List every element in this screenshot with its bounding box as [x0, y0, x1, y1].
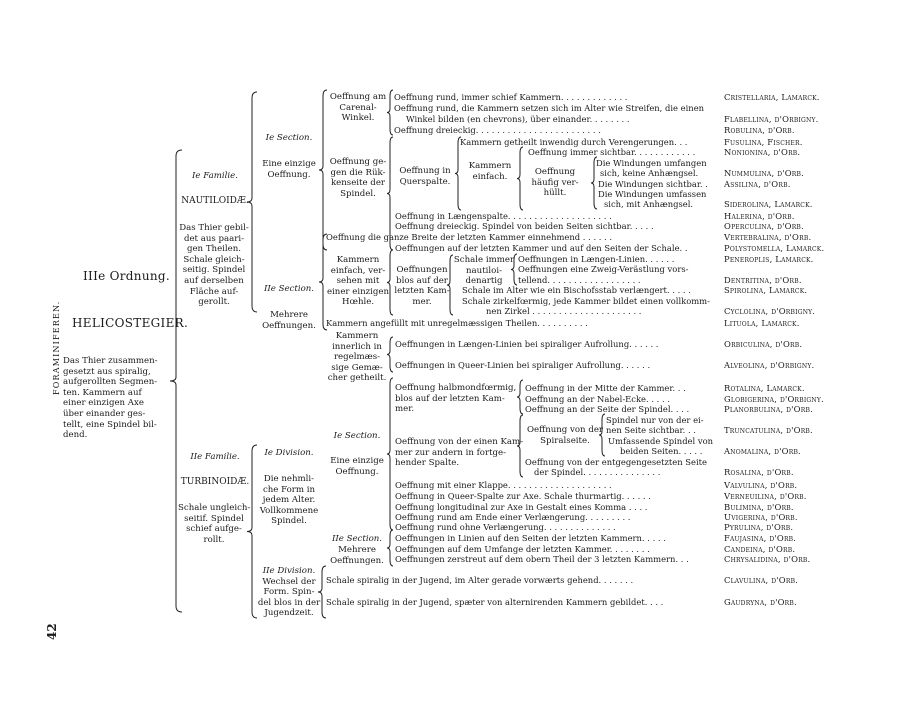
genus-name: Faujasina, d'Orb.: [724, 533, 797, 543]
text-line: Das Thier gebil-: [179, 223, 249, 233]
genus-name: Candeina, d'Orb.: [724, 544, 796, 554]
entry-description: Oeffnung rund am Ende einer Verlængerung. . . . . . . . .: [395, 512, 631, 522]
text-line: blos auf der: [396, 275, 448, 286]
entry-description: Schale zirkelfœrmig, jede Kammer bildet einen vollkomm-: [462, 296, 710, 306]
genus-name: Alveolina, d'Orbigny.: [724, 360, 815, 370]
text-line: Oeffnung.: [335, 466, 379, 477]
text-line: Schale immer: [453, 255, 515, 265]
text-line: nautiloi-: [466, 265, 502, 276]
entry-description: nen Seite sichtbar. . .: [606, 425, 696, 435]
text-line: Eine einzige: [262, 159, 316, 169]
text-line: einer einzigen Axe: [63, 398, 144, 409]
entry-description: Oeffnung dreieckig. . . . . . . . . . . . . . . . . . . . . . . .: [394, 125, 601, 135]
genus-name: Vertebralina, d'Orb.: [724, 232, 812, 242]
genus-name: Lituola, Lamarck.: [724, 318, 800, 328]
text-line: Jugendzeit.: [264, 608, 314, 618]
entry-description: Oeffnungen in Linien auf den Seiten der letzten Kammern. . . . .: [395, 533, 666, 543]
entry-description: Oeffnungen in Længen-Linien bei spiraliger Aufrollung. . . . . .: [395, 339, 659, 349]
text-line: Schale gleich-: [183, 254, 245, 265]
text-line: Oeffnung: [534, 167, 576, 177]
text-line: tellt, eine Spindel bil-: [63, 419, 157, 430]
t-section2-label: IIe Section.: [331, 534, 383, 544]
entry-description: sich, keine Anhængsel.: [600, 168, 699, 178]
text-line: ten. Kammern auf: [63, 387, 142, 398]
text-line: gen Theilen.: [186, 244, 242, 255]
entry-description: sich, mit Anhængsel.: [604, 199, 694, 209]
genus-name: Halerina, d'Orb.: [724, 211, 795, 221]
entry-description: Oeffnungen auf dem Umfange der letzten Kammer. . . . . . . .: [395, 544, 650, 554]
text-line: jedem Alter.: [262, 495, 316, 505]
text-line: über einander ges-: [63, 409, 146, 419]
text-line: del blos in der: [257, 597, 321, 608]
entry-description: Oeffnung rund, die Kammern setzen sich im Alter wie Streifen, die einen: [394, 103, 705, 113]
n-section1-label: Ie Section.: [265, 133, 313, 143]
text-line: det aus paari-: [183, 233, 245, 244]
text-line: Hœhle.: [341, 297, 375, 307]
genus-name: Truncatulina, d'Orb.: [724, 425, 813, 435]
text-line: Vollkommene: [259, 505, 319, 516]
text-line: kenseite der: [330, 178, 386, 188]
entry-description: Oeffnungen eine Zweig-Verästlung vors-: [518, 264, 689, 274]
genus-name: Cristellaria, Lamarck.: [724, 92, 820, 102]
genus-name: Nonionina, d'Orb.: [724, 147, 801, 157]
text-line: sehen mit: [336, 276, 380, 286]
text-line: Oeffnung am: [329, 92, 387, 102]
entry-description: Kammern getheilt inwendig durch Verengerungen. . .: [460, 137, 688, 147]
genus-name: Verneuilina, d'Orb.: [724, 491, 807, 501]
text-line: Fläche auf-: [189, 286, 239, 297]
text-line: rollt.: [203, 534, 225, 545]
entry-description: beiden Seiten. . . . .: [620, 446, 703, 456]
text-line: Mehrere: [270, 310, 308, 320]
text-line: Oeffnungen.: [262, 320, 316, 331]
genus-name: Rosalina, d'Orb.: [724, 467, 794, 477]
text-line: Schale ungleich-: [178, 503, 251, 513]
text-line: gesetzt aus spiralig,: [63, 366, 151, 377]
t-section1-label: Ie Section.: [333, 431, 381, 441]
entry-description: Schale im Alter wie ein Bischofsstab verlængert. . . . .: [462, 285, 691, 295]
genus-name: Clavulina, d'Orb.: [724, 575, 799, 585]
family1-name: NAUTILOIDÆ.: [181, 196, 249, 206]
genus-name: Fusulina, Fischer.: [724, 137, 803, 147]
entry-description: Oeffnung longitudinal zur Axe in Gestalt eines Komma . . . .: [395, 502, 648, 512]
entry-description: Schale spiralig in der Jugend, im Alter gerade vorwærts gehend. . . . . . .: [326, 575, 634, 585]
entry-description: Spindel nur von der ei-: [606, 415, 704, 425]
text-line: Kammern: [335, 331, 379, 341]
text-line: Kammern: [468, 161, 512, 171]
entry-description: Oeffnungen auf der letzten Kammer und auf den Seiten der Schale. .: [395, 243, 688, 253]
text-line: schief aufge-: [186, 524, 242, 535]
genus-name: Nummulina, d'Orb.: [724, 168, 804, 178]
text-line: mer.: [412, 296, 432, 307]
text-line: gen die Rük-: [330, 167, 386, 178]
order-title: IIIe Ordnung.: [83, 269, 170, 283]
text-line: einfach, ver-: [330, 265, 386, 276]
order-name: HELICOSTEGIER.: [72, 316, 189, 330]
text-line: sige Gemæ-: [331, 362, 383, 373]
text-line: hender Spalte.: [395, 458, 460, 468]
text-line: denartig: [465, 276, 503, 286]
entry-description: tellend. . . . . . . . . . . . . . . . . .: [518, 275, 641, 285]
entry-description: Oeffnung die ganze Breite der letzten Kammer einnehmend . . . . . .: [326, 232, 613, 242]
genus-name: Pyrulina, d'Orb.: [724, 522, 794, 532]
genus-name: Valvulina, d'Orb.: [724, 480, 798, 490]
genus-name: Robulina, d'Orb.: [724, 125, 795, 135]
text-line: aufgerollten Segmen-: [63, 377, 158, 388]
text-line: gerollt.: [198, 297, 230, 308]
entry-description: Umfassende Spindel von: [608, 436, 714, 446]
family2-name: TURBINOIDÆ.: [180, 477, 250, 487]
genus-name: Rotalina, Lamarck.: [724, 383, 805, 393]
entry-description: Oeffnung in Queer-Spalte zur Axe. Schale thurmartig. . . . . .: [395, 491, 651, 501]
entry-description: Schale spiralig in der Jugend, spæter von alternirenden Kammern gebildet. . . .: [326, 597, 664, 607]
family2-label: IIe Familie.: [190, 452, 240, 462]
entry-description: Oeffnung immer sichtbar. . . . . . . . . . . .: [528, 147, 696, 157]
text-line: Querspalte.: [399, 176, 451, 187]
text-line: Oeffnung in: [399, 166, 451, 176]
text-line: Eine einzige: [330, 456, 384, 466]
family1-label: Ie Familie.: [192, 171, 238, 181]
text-line: cher getheilt.: [327, 373, 387, 383]
text-line: auf derselben: [184, 276, 244, 286]
text-line: Oeffnung.: [267, 169, 311, 180]
genus-name: Operculina, d'Orb.: [724, 221, 804, 231]
text-line: Spindel.: [271, 516, 307, 526]
entry-description: Oeffnung in der Mitte der Kammer. . .: [525, 383, 686, 393]
text-line: Oeffnungen: [396, 265, 448, 275]
entry-description: Kammern angefüllt mit unregelmæssigen Theilen. . . . . . . . . .: [326, 318, 588, 328]
genus-name: Anomalina, d'Orb.: [724, 446, 801, 456]
text-line: Kammern: [336, 255, 380, 265]
entry-description: Oeffnungen zerstreut auf dem obern Theil der 3 letzten Kammern. . .: [395, 554, 689, 564]
text-line: Die nehmli-: [263, 474, 315, 484]
genus-name: Orbiculina, d'Orb.: [724, 339, 803, 349]
genus-name: Bulimina, d'Orb.: [724, 502, 794, 512]
n-section2-label: IIe Section.: [263, 284, 315, 294]
text-line: Das Thier zusammen-: [63, 356, 158, 366]
entry-description: der Spindel. . . . . . . . . . . . . . .: [534, 467, 661, 477]
side-label: FORAMINIFEREN.: [52, 300, 61, 395]
text-line: Spiralseite.: [540, 435, 590, 446]
entry-description: Winkel bilden (en chevrons), über einander. . . . . . . .: [406, 114, 630, 124]
entry-description: Oeffnungen in Queer-Linien bei spiraliger Aufrollung. . . . . .: [395, 360, 651, 370]
text-line: einer einzigen: [326, 286, 390, 297]
genus-name: Polystomella, Lamarck.: [724, 243, 825, 253]
genus-name: Siderolina, Lamarck.: [724, 199, 813, 209]
text-line: letzten Kam-: [394, 286, 450, 296]
t-division2-label: IIe Division.: [262, 566, 316, 576]
text-line: einfach.: [472, 171, 508, 182]
entry-description: Oeffnungen in Længen-Linien. . . . . .: [518, 254, 675, 264]
entry-description: Oeffnung dreieckig. Spindel von beiden Seiten sichtbar. . . . .: [395, 221, 654, 231]
genus-name: Spirolina, Lamarck.: [724, 285, 808, 295]
text-line: Carenal-: [339, 102, 377, 113]
text-line: Oeffnung halbmondfœrmig,: [395, 383, 517, 393]
genus-name: Flabellina, d'Orbigny.: [724, 114, 819, 124]
text-line: mer zur andern in fortge-: [395, 447, 507, 458]
entry-description: Die Windungen umfangen: [596, 158, 707, 168]
entry-description: Oeffnung mit einer Klappe. . . . . . . . . . . . . . . . . . . .: [395, 480, 612, 490]
text-line: Oeffnung ge-: [329, 157, 387, 167]
text-line: Form. Spin-: [263, 587, 315, 597]
genus-name: Uvigerina, d'Orb.: [724, 512, 798, 522]
genus-name: Gaudryna, d'Orb.: [724, 597, 797, 607]
text-line: regelmæs-: [333, 352, 381, 362]
text-line: innerlich in: [332, 341, 382, 352]
text-line: Mehrere: [338, 545, 376, 555]
page-number: 42: [45, 623, 59, 640]
text-line: Wechsel der: [262, 576, 316, 587]
t-division1-label: Ie Division.: [264, 448, 314, 458]
text-line: seitig. Spindel: [182, 265, 246, 276]
entry-description: Die Windungen sichtbar. .: [598, 179, 708, 189]
entry-description: Oeffnung rund, immer schief Kammern. . . . . . . . . . . . .: [394, 92, 628, 102]
genus-name: Globigerina, d'Orbigny.: [724, 394, 824, 404]
text-line: häufig ver-: [531, 177, 579, 188]
text-line: blos auf der letzten Kam-: [395, 393, 505, 404]
text-line: Oeffnung von der einen Kam-: [395, 437, 524, 447]
text-line: Spindel.: [340, 188, 376, 199]
text-line: seitif. Spindel: [184, 513, 244, 524]
entry-description: Oeffnung an der Seite der Spindel. . . .: [525, 404, 690, 414]
genus-name: Chrysalidina, d'Orb.: [724, 554, 811, 564]
genus-name: Cyclolina, d'Orbigny.: [724, 306, 816, 316]
entry-description: Oeffnung rund ohne Verlængerung. . . . . . . . . . . . . .: [395, 522, 616, 532]
text-line: hüllt.: [543, 188, 567, 198]
entry-description: Oeffnung in Længenspalte. . . . . . . . . . . . . . . . . . . .: [395, 211, 612, 221]
genus-name: Dentritina, d'Orb.: [724, 275, 802, 285]
text-line: Oeffnungen.: [330, 555, 384, 566]
entry-description: Oeffnung an der Nabel-Ecke. . . . .: [525, 394, 670, 404]
text-line: Oeffnung von der: [526, 425, 604, 435]
text-line: che Form in: [262, 484, 316, 495]
entry-description: Die Windungen umfassen: [598, 189, 707, 199]
entry-description: nen Zirkel . . . . . . . . . . . . . . . . . . . . .: [486, 306, 642, 316]
text-line: dend.: [63, 430, 88, 441]
genus-name: Assilina, d'Orb.: [724, 179, 791, 189]
genus-name: Peneroplis, Lamarck.: [724, 254, 814, 264]
entry-description: Oeffnung von der entgegengesetzten Seite: [525, 457, 707, 467]
genus-name: Planorbulina, d'Orb.: [724, 404, 813, 414]
text-line: mer.: [395, 404, 415, 414]
text-line: Winkel.: [341, 113, 375, 123]
